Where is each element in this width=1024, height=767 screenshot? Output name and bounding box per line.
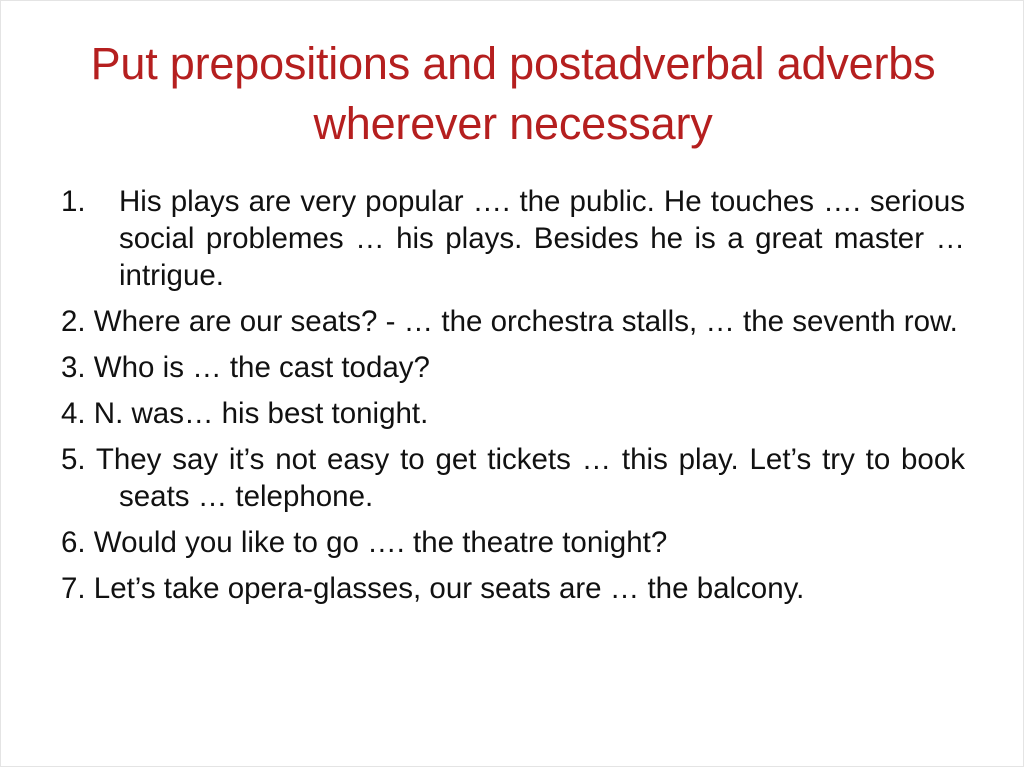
- exercise-item-6: 6. Would you like to go …. the theatre tonight?: [61, 526, 668, 559]
- slide-title: Put prepositions and postadverbal adverbs wherever necessary: [90, 38, 936, 149]
- exercise-item-4: 4. N. was… his best tonight.: [61, 397, 429, 430]
- exercise-list: [61, 183, 965, 616]
- exercise-item-2: 2. Where are our seats? - … the orchestra stalls, … the seventh row.: [61, 305, 958, 338]
- exercise-item-3: 3. Who is … the cast today?: [61, 351, 430, 384]
- exercise-number-1: 1.: [61, 185, 86, 218]
- exercise-item-7: 7. Let’s take opera-glasses, our seats are … the balcony.: [61, 572, 805, 605]
- exercise-item-5: 5. They say it’s not easy to get tickets … this play. Let’s try to book seats … telephone.: [61, 443, 965, 513]
- exercise-item-1: [61, 183, 965, 294]
- exercise-text-1: His plays are very popular …. the public. He touches …. serious social problemes … his plays. Besides he is a great master … intrigue.: [119, 185, 965, 292]
